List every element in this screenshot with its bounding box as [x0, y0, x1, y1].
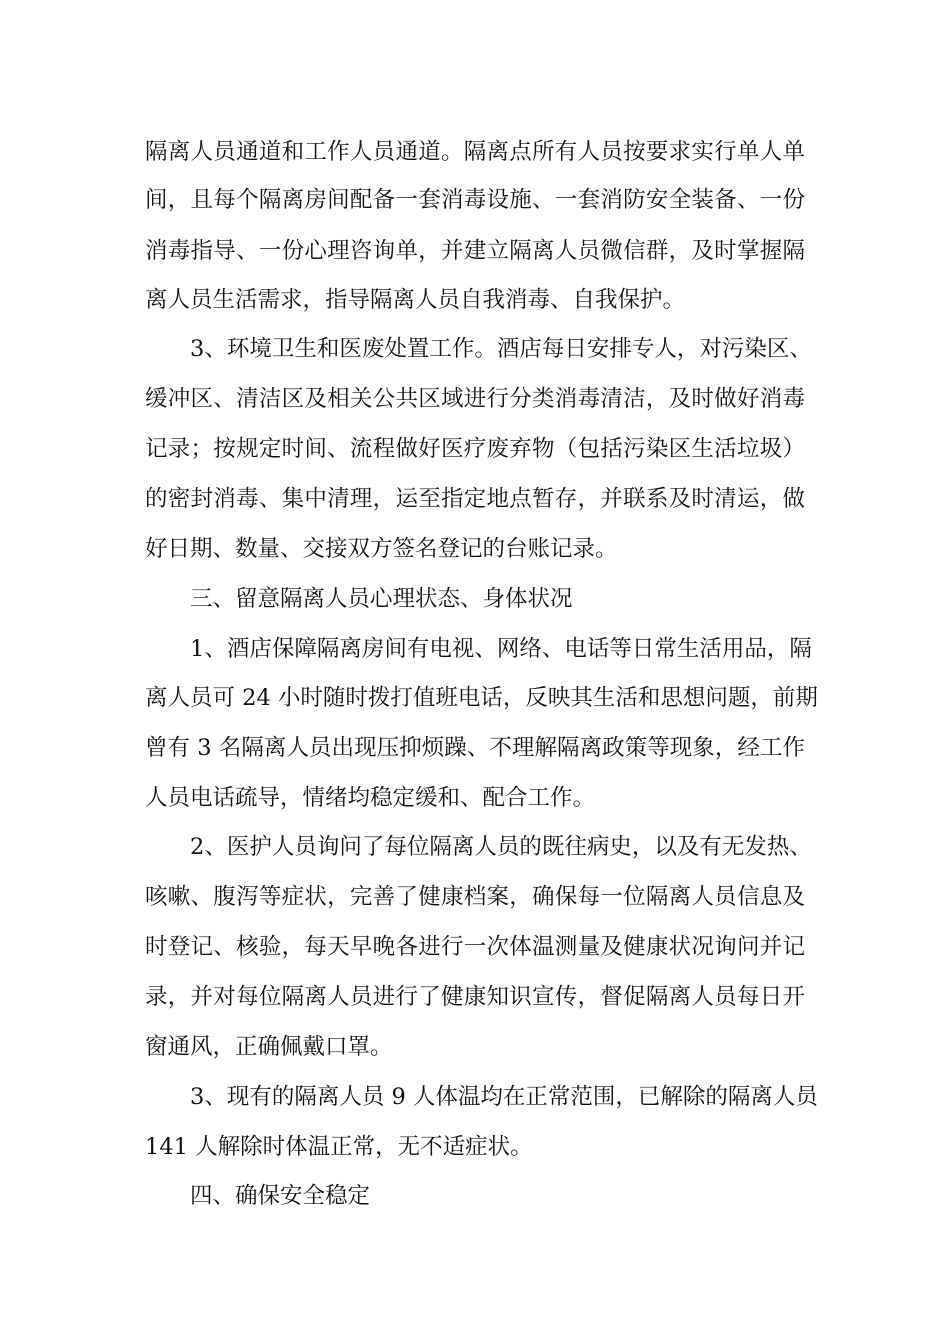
paragraph-start-line: 2、医护人员询问了每位隔离人员的既往病史，以及有无发热、: [190, 834, 812, 860]
text-line: 离人员生活需求，指导隔离人员自我消毒、自我保护。: [145, 287, 686, 313]
section-heading: 四、确保安全稳定: [190, 1183, 371, 1209]
text-line: 人员电话疏导，情绪均稳定缓和、配合工作。: [145, 785, 596, 811]
text-line: 缓冲区、清洁区及相关公共区域进行分类消毒清洁，及时做好消毒: [145, 386, 805, 412]
text-line: 时登记、核验，每天早晚各进行一次体温测量及健康状况询问并记: [145, 934, 805, 960]
text-line: 录，并对每位隔离人员进行了健康知识宣传，督促隔离人员每日开: [145, 984, 805, 1010]
text-line: 的密封消毒、集中清理，运至指定地点暂存，并联系及时清运，做: [145, 486, 805, 512]
section-heading: 三、留意隔离人员心理状态、身体状况: [190, 586, 573, 612]
text-line: 好日期、数量、交接双方签名登记的台账记录。: [145, 536, 618, 562]
text-line: 隔离人员通道和工作人员通道。隔离点所有人员按要求实行单人单: [145, 139, 805, 165]
text-line: 曾有 3 名隔离人员出现压抑烦躁、不理解隔离政策等现象，经工作: [145, 735, 805, 761]
paragraph-start-line: 1、酒店保障隔离房间有电视、网络、电话等日常生活用品，隔: [190, 636, 812, 662]
text-line: 141 人解除时体温正常，无不适症状。: [145, 1134, 533, 1160]
text-line: 咳嗽、腹泻等症状，完善了健康档案，确保每一位隔离人员信息及: [145, 884, 805, 910]
paragraph-start-line: 3、现有的隔离人员 9 人体温均在正常范围，已解除的隔离人员: [190, 1084, 818, 1110]
text-line: 离人员可 24 小时随时拨打值班电话，反映其生活和思想问题，前期: [145, 685, 818, 711]
text-line: 消毒指导、一份心理咨询单，并建立隔离人员微信群，及时掌握隔: [145, 238, 805, 264]
text-line: 窗通风，正确佩戴口罩。: [145, 1034, 393, 1060]
text-line: 间，且每个隔离房间配备一套消毒设施、一套消防安全装备、一份: [145, 187, 805, 213]
paragraph-start-line: 3、环境卫生和医废处置工作。酒店每日安排专人，对污染区、: [190, 336, 812, 362]
text-line: 记录；按规定时间、流程做好医疗废弃物（包括污染区生活垃圾）: [145, 436, 805, 462]
